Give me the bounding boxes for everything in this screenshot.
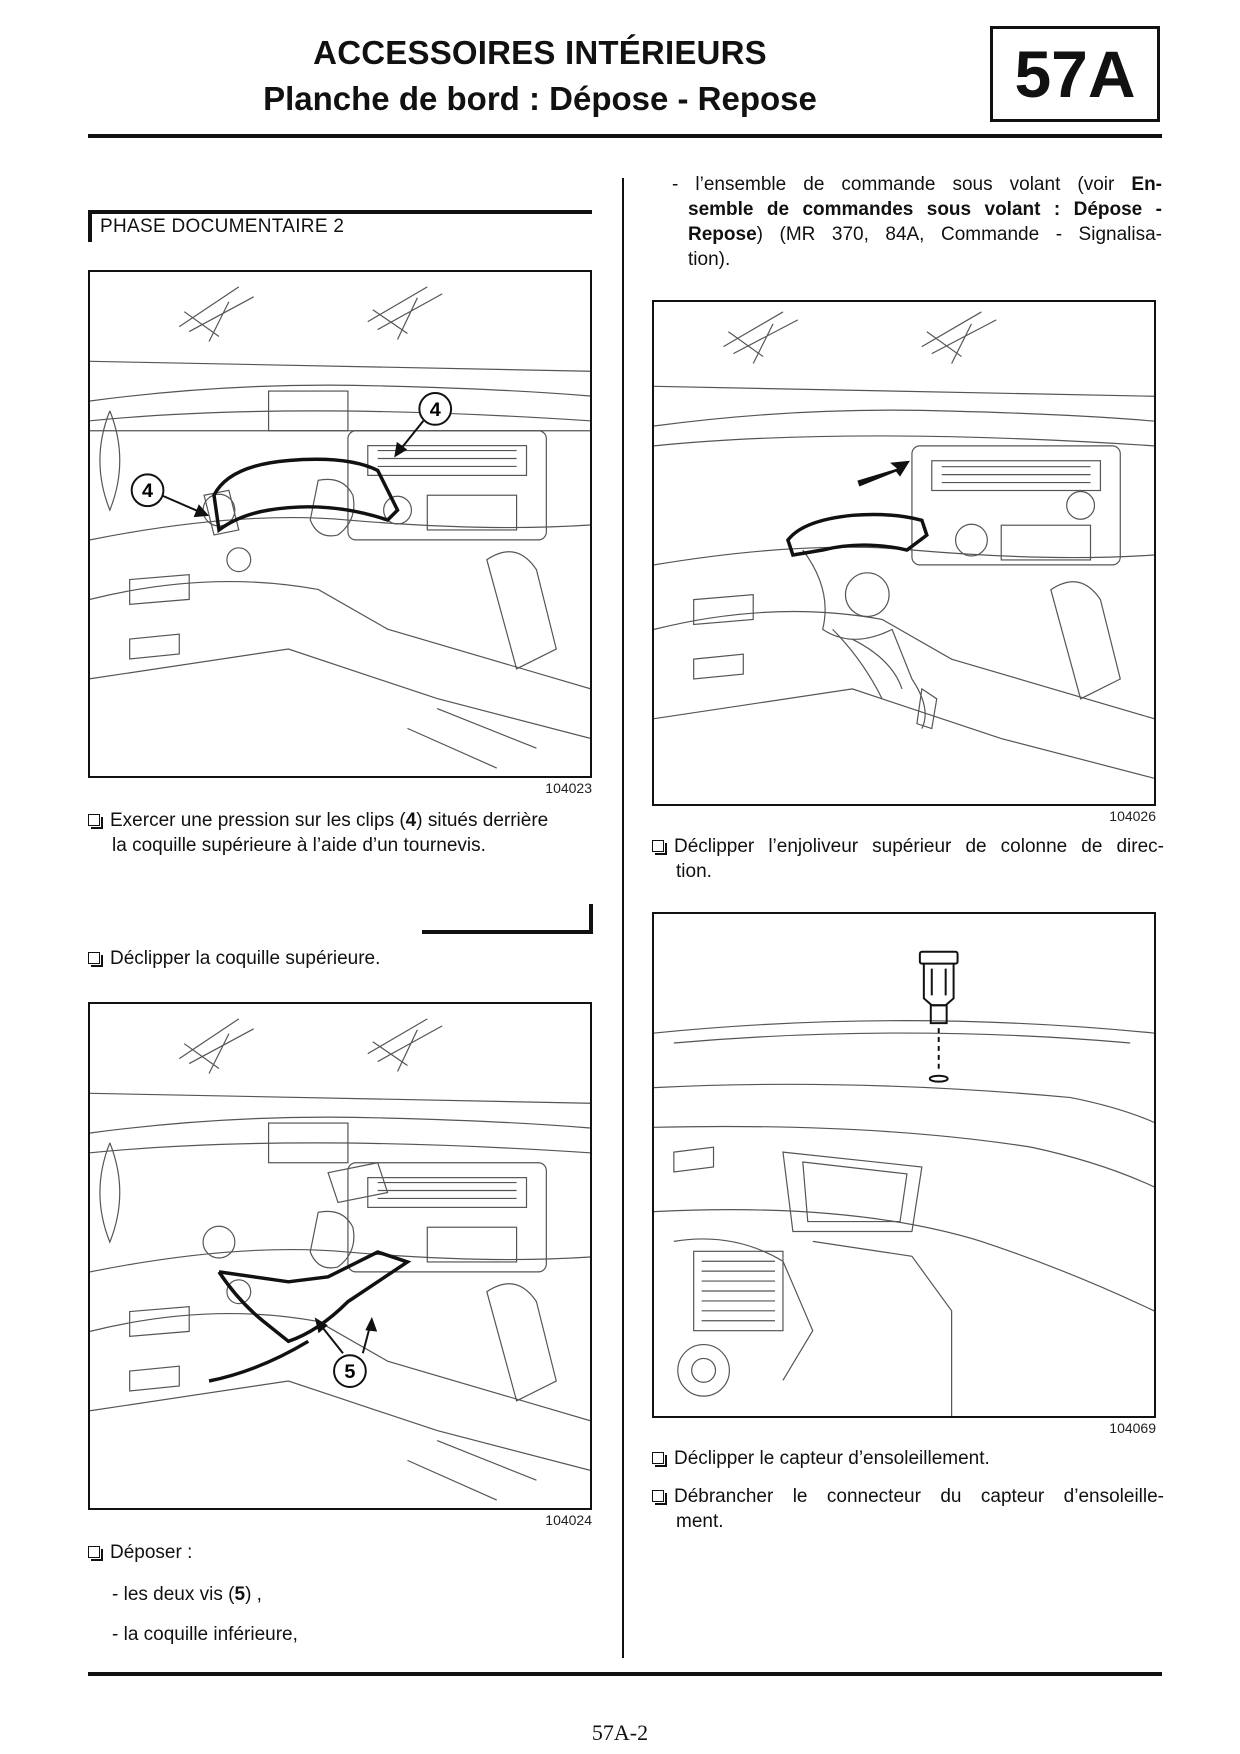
step-disconnect-sensor: Débrancher le connecteur du capteur d’ensoleille- ment. bbox=[652, 1484, 1164, 1534]
figure-dashboard-clips bbox=[88, 270, 592, 778]
header-rule bbox=[88, 134, 1162, 138]
step-unclip-column-trim: Déclipper l’enjoliveur supérieur de colonne de direc- tion. bbox=[652, 834, 1164, 884]
figure-code: 104069 bbox=[1109, 1420, 1156, 1436]
phase-label: PHASE DOCUMENTAIRE 2 bbox=[100, 216, 345, 237]
column-trim-illustration bbox=[654, 302, 1154, 804]
checkbox-bullet-icon bbox=[88, 1546, 100, 1558]
column-divider bbox=[622, 178, 624, 1658]
checkbox-bullet-icon bbox=[652, 840, 664, 852]
figure-sun-sensor bbox=[652, 912, 1156, 1418]
phase-end-rule bbox=[422, 930, 593, 934]
page-number: 57A-2 bbox=[591, 1720, 649, 1745]
footer-rule bbox=[88, 1672, 1162, 1676]
substep-steering-controls: - l’ensemble de commande sous volant (voir En- semble de commandes sous volant : Dépose - Repose) (MR 370, 84A, Commande - Signalisa- tion). bbox=[672, 174, 1162, 270]
checkbox-bullet-icon bbox=[88, 814, 100, 826]
sun-sensor-illustration bbox=[654, 914, 1154, 1416]
figure-code: 104023 bbox=[545, 780, 592, 796]
page-title: Planche de bord : Dépose - Repose bbox=[263, 80, 817, 117]
checkbox-bullet-icon bbox=[652, 1490, 664, 1502]
lower-shell-illustration bbox=[90, 1004, 590, 1508]
checkbox-bullet-icon bbox=[88, 952, 100, 964]
figure-column-trim bbox=[652, 300, 1156, 806]
dashboard-illustration bbox=[90, 272, 590, 776]
section-title: ACCESSOIRES INTÉRIEURS bbox=[313, 34, 767, 71]
checkbox-bullet-icon bbox=[652, 1452, 664, 1464]
substep-lower-shell: - la coquille inférieure, bbox=[112, 1624, 298, 1645]
figure-code: 104026 bbox=[1109, 808, 1156, 824]
chapter-badge: 57A bbox=[990, 26, 1160, 122]
figure-lower-shell-screws bbox=[88, 1002, 592, 1510]
callout-4-right: 4 bbox=[429, 398, 441, 421]
figure-code: 104024 bbox=[545, 1512, 592, 1528]
step-remove: Déposer : bbox=[88, 1540, 598, 1565]
callout-5: 5 bbox=[344, 1361, 356, 1384]
callout-4-left: 4 bbox=[142, 480, 154, 503]
step-unclip-sun-sensor: Déclipper le capteur d’ensoleillement. bbox=[652, 1446, 1164, 1471]
step-unclip-upper-shell: Déclipper la coquille supérieure. bbox=[88, 946, 598, 971]
phase-banner-rule bbox=[88, 210, 592, 214]
phase-banner-edge bbox=[88, 210, 92, 242]
step-press-clips: Exercer une pression sur les clips (4) situés derrière la coquille supérieure à l’aide d’un tournevis. bbox=[88, 808, 598, 858]
substep-two-screws: - les deux vis (5) , bbox=[112, 1584, 262, 1605]
